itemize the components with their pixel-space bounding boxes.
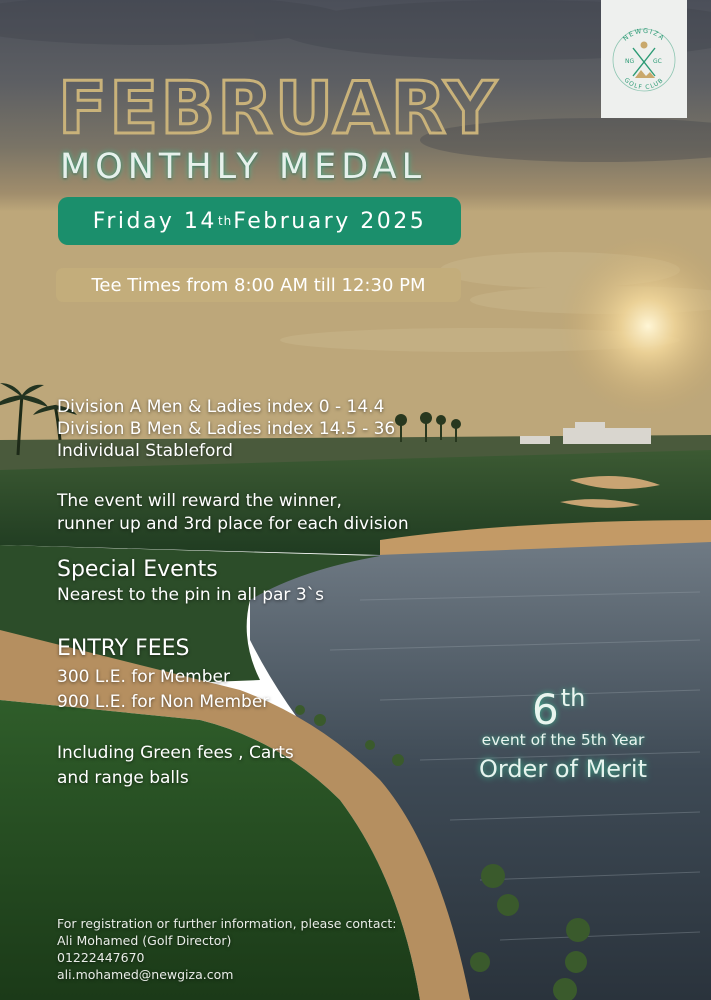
event-month: FEBRUARY — [58, 66, 499, 150]
event-number-ordinal: th — [560, 684, 586, 712]
svg-text:GOLF CLUB: GOLF CLUB — [622, 76, 666, 92]
event-year-text: event of the 5th Year — [481, 731, 645, 749]
fee-inclusion-line-1: Including Green fees , Carts — [57, 743, 294, 763]
format-text: Individual Stableford — [57, 441, 233, 461]
svg-text:NG: NG — [625, 58, 635, 65]
reward-line-1: The event will reward the winner, — [57, 491, 342, 511]
order-of-merit-title: Order of Merit — [478, 755, 647, 783]
golf-club-crest-icon — [601, 0, 687, 118]
tee-times-badge: Tee Times from 8:00 AM till 12:30 PM — [56, 268, 461, 302]
club-logo — [601, 0, 687, 118]
svg-text:GC: GC — [653, 58, 662, 65]
event-date-badge — [58, 197, 461, 245]
event-subtitle: MONTHLY MEDAL — [60, 147, 427, 187]
contact-intro: For registration or further information, please contact: — [57, 916, 397, 931]
contact-phone: 01222447670 — [57, 950, 145, 965]
member-fee: 300 L.E. for Member — [57, 667, 230, 687]
division-a: Division A Men & Ladies index 0 - 14.4 — [57, 397, 385, 417]
event-number-value: 6 — [532, 685, 559, 734]
date-suffix: February 2025 — [233, 208, 427, 234]
contact-name: Ali Mohamed (Golf Director) — [57, 933, 232, 948]
svg-text:NEWGIZA: NEWGIZA — [621, 26, 667, 43]
reward-line-2: runner up and 3rd place for each division — [57, 514, 409, 534]
event-number — [532, 684, 586, 734]
special-events-heading: Special Events — [57, 557, 218, 582]
date-ordinal: th — [217, 214, 233, 228]
non-member-fee: 900 L.E. for Non Member — [57, 692, 270, 712]
contact-email: ali.mohamed@newgiza.com — [57, 967, 234, 982]
entry-fees-heading: ENTRY FEES — [57, 636, 190, 661]
division-b: Division B Men & Ladies index 14.5 - 36 — [57, 419, 396, 439]
date-prefix: Friday 14 — [92, 208, 217, 234]
special-events-text: Nearest to the pin in all par 3`s — [57, 585, 325, 605]
fee-inclusion-line-2: and range balls — [57, 768, 189, 788]
